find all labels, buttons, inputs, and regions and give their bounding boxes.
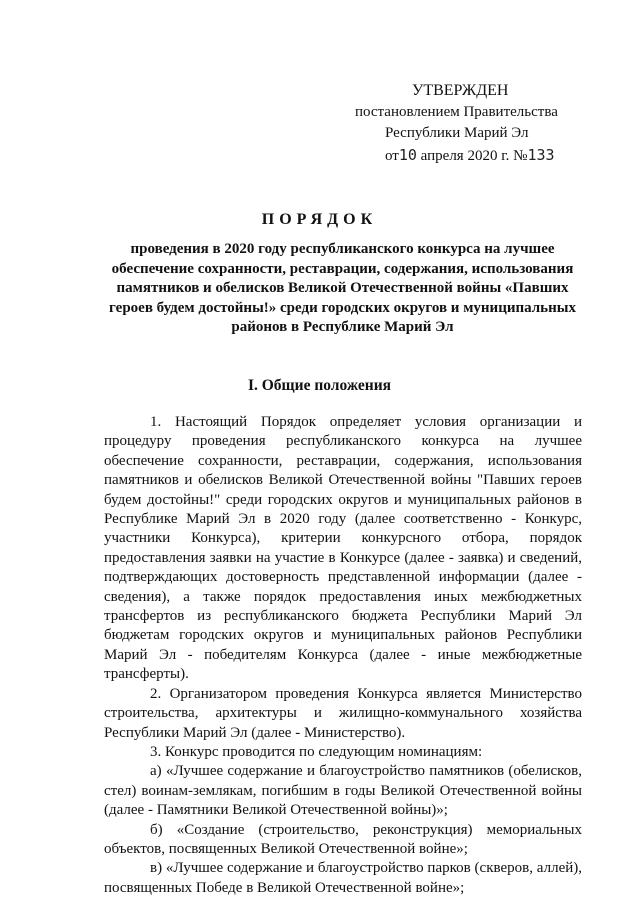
date-prefix: от: [385, 147, 399, 164]
section-heading: I. Общие положения: [247, 377, 392, 394]
paragraph-3b: б) «Создание (строительство, реконструкция) мемориальных объектов, посвященных Великой Отечественной войне»;: [104, 821, 582, 857]
approval-title: УТВЕРЖДЕН: [412, 82, 509, 99]
paragraph-2: 2. Организатором проведения Конкурса является Министерство строительства, архитектуры и жилищно-коммунального хозяйства Республики Марий Эл (далее - Министерство).: [104, 685, 582, 741]
date-middle: апреля 2020 г. №: [420, 147, 528, 164]
paragraph-3a: а) «Лучшее содержание и благоустройство памятников (обелисков, стел) воинам-землякам, погибшим в годы Великой Отечественной войны (далее - Памятники Великой Отечественной войны)»;: [104, 763, 582, 819]
paragraph-3: 3. Конкурс проводится по следующим номинациям:: [150, 743, 483, 760]
handwritten-number: 133: [527, 145, 555, 164]
approval-republic-line: Республики Марий Эл: [385, 125, 529, 141]
document-subtitle: проведения в 2020 году республиканского конкурса на лучшее обеспечение сохранности, реставрации, содержания, использования памятников и обелисков Великой Отечественной войны «Павших героев будем достойны!» среди городских округов и муниципальных районов в Республике Марий Эл: [109, 241, 576, 335]
approval-stamp: [355, 80, 595, 167]
document-title: ПОРЯДОК: [261, 211, 378, 228]
paragraph-3c: в) «Лучшее содержание и благоустройство парков (скверов, аллей), посвященных Победе в Великой Отечественной войне»;: [104, 860, 582, 896]
handwritten-day: 10: [398, 145, 417, 164]
approval-date-line: [355, 145, 595, 168]
document-body: [104, 413, 582, 898]
paragraph-1: 1. Настоящий Порядок определяет условия организации и процедуру проведения республиканского конкурса на лучшее обеспечение сохранности, реставрации, содержания, использования памятников и обелисков Великой Отечественной войны "Павших героев будем достойны!" среди городских округов и муниципальных районов в Республике Марий Эл в 2020 году (далее соответственно - Конкурс, участники Конкурса), критерии конкурсного отбора, порядок предоставления заявки на участие в Конкурсе (далее - заявка) и сведений, подтверждающих достоверность представленной информации (далее - сведения), а также порядок предоставления иных межбюджетных трансфертов из республиканского бюджета Республики Марий Эл бюджетам городских округов и муниципальных районов Республики Марий Эл - победителям Конкурса (далее - иные межбюджетные трансферты).: [104, 414, 582, 683]
approval-by-line: постановлением Правительства: [355, 103, 558, 120]
